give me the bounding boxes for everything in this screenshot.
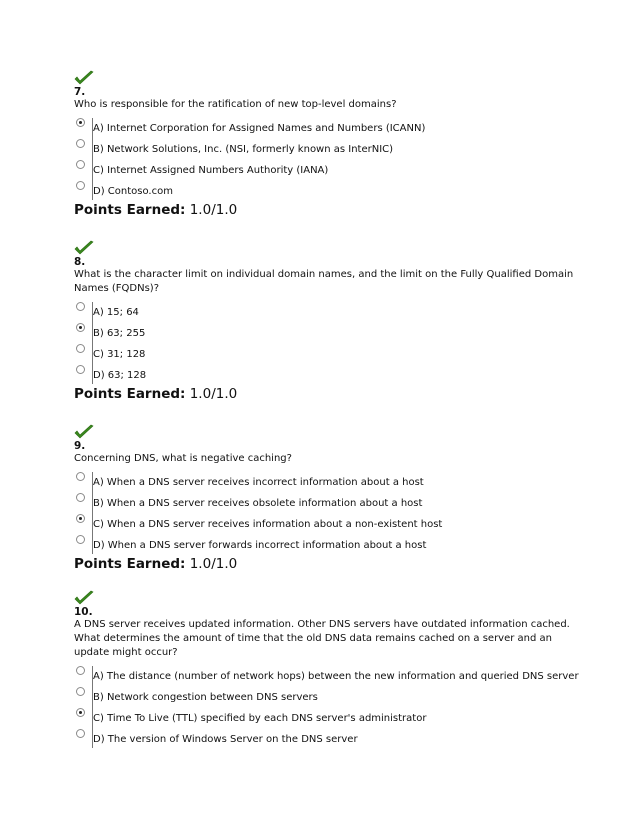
question-10 [74, 590, 579, 748]
option-label: C) 31; 128 [93, 349, 146, 360]
radio-button[interactable] [76, 729, 85, 738]
question-text: What is the character limit on individual domain names, and the limit on the Fully Qualified Domain Names (FQDNs)? [74, 269, 574, 294]
options-list [74, 300, 574, 384]
option-label: C) When a DNS server receives information about a non-existent host [93, 519, 443, 530]
points-label: Points Earned: [74, 202, 186, 218]
option-label: B) Network congestion between DNS servers [93, 692, 318, 703]
option-label: D) Contoso.com [93, 186, 173, 197]
checkmark-icon [74, 424, 94, 440]
option-label: C) Internet Assigned Numbers Authority (IANA) [93, 165, 329, 176]
option-label: D) The version of Windows Server on the DNS server [93, 734, 358, 745]
option-b[interactable] [74, 491, 574, 512]
option-d[interactable] [74, 727, 574, 748]
option-c[interactable] [74, 512, 574, 533]
option-d[interactable] [74, 533, 574, 554]
option-d[interactable] [74, 179, 574, 200]
options-list [74, 470, 574, 554]
question-9 [74, 424, 574, 572]
checkmark-icon [74, 70, 94, 86]
question-number: 8. [74, 256, 86, 268]
points-label: Points Earned: [74, 556, 186, 572]
option-label: A) 15; 64 [93, 307, 139, 318]
radio-button[interactable] [76, 535, 85, 544]
options-list [74, 664, 579, 748]
option-d[interactable] [74, 363, 574, 384]
points-earned [74, 202, 574, 218]
radio-button[interactable] [76, 493, 85, 502]
option-label: C) Time To Live (TTL) specified by each DNS server's administrator [93, 713, 427, 724]
radio-button[interactable] [76, 472, 85, 481]
option-b[interactable] [74, 685, 574, 706]
option-label: A) The distance (number of network hops) between the new information and queried DNS server [93, 671, 579, 682]
radio-button[interactable] [76, 514, 85, 523]
radio-button[interactable] [76, 139, 85, 148]
question-text: Who is responsible for the ratification of new top-level domains? [74, 99, 397, 110]
option-a[interactable] [74, 664, 579, 685]
option-label: B) Network Solutions, Inc. (NSI, formerly known as InterNIC) [93, 144, 394, 155]
radio-button[interactable] [76, 323, 85, 332]
checkmark-icon [74, 590, 94, 606]
question-number: 9. [74, 440, 86, 452]
option-label: A) When a DNS server receives incorrect information about a host [93, 477, 424, 488]
option-label: B) When a DNS server receives obsolete information about a host [93, 498, 423, 509]
option-c[interactable] [74, 342, 574, 363]
option-c[interactable] [74, 706, 574, 727]
points-earned [74, 556, 574, 572]
option-c[interactable] [74, 158, 574, 179]
radio-button[interactable] [76, 181, 85, 190]
points-value: 1.0/1.0 [189, 202, 238, 218]
radio-button[interactable] [76, 344, 85, 353]
radio-button[interactable] [76, 118, 85, 127]
option-label: D) When a DNS server forwards incorrect information about a host [93, 540, 427, 551]
option-a[interactable] [74, 470, 574, 491]
question-number: 7. [74, 86, 86, 98]
option-b[interactable] [74, 137, 574, 158]
option-a[interactable] [74, 300, 574, 321]
options-list [74, 116, 574, 200]
question-7 [74, 70, 574, 218]
points-earned [74, 386, 574, 402]
checkmark-icon [74, 240, 94, 256]
option-a[interactable] [74, 116, 574, 137]
option-label: A) Internet Corporation for Assigned Names and Numbers (ICANN) [93, 123, 426, 134]
radio-button[interactable] [76, 666, 85, 675]
question-text: A DNS server receives updated information. Other DNS servers have outdated information cached. What determines the amount of time that the old DNS data remains cached on a server and an update might occur? [74, 619, 570, 658]
points-value: 1.0/1.0 [189, 386, 238, 402]
option-label: B) 63; 255 [93, 328, 146, 339]
radio-button[interactable] [76, 708, 85, 717]
points-label: Points Earned: [74, 386, 186, 402]
radio-button[interactable] [76, 687, 85, 696]
radio-button[interactable] [76, 302, 85, 311]
points-value: 1.0/1.0 [189, 556, 238, 572]
question-8 [74, 240, 574, 402]
question-text: Concerning DNS, what is negative caching? [74, 453, 292, 464]
radio-button[interactable] [76, 365, 85, 374]
option-b[interactable] [74, 321, 574, 342]
radio-button[interactable] [76, 160, 85, 169]
question-number: 10. [74, 606, 93, 618]
option-label: D) 63; 128 [93, 370, 147, 381]
